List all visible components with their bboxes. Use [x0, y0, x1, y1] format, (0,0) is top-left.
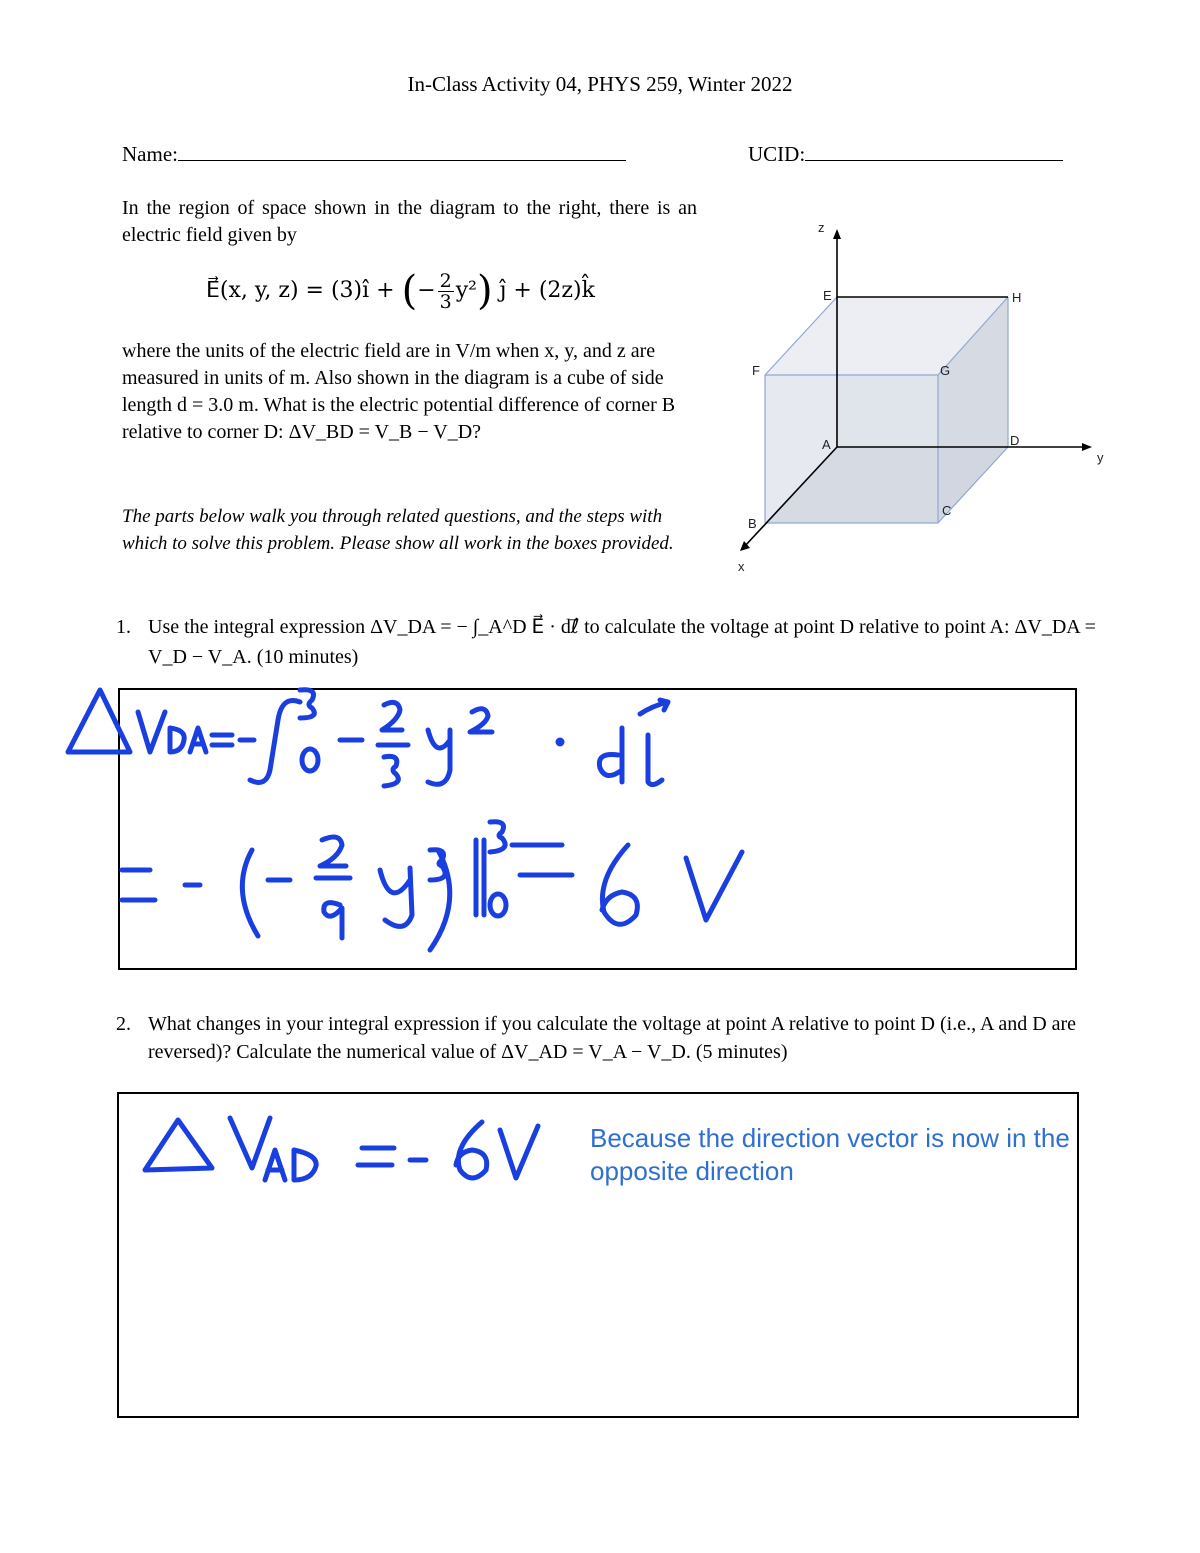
corner-label-f: F — [752, 363, 760, 378]
axis-label-z: z — [818, 220, 825, 235]
question-2-number: 2. — [116, 1013, 131, 1035]
fraction-numerator: 2 — [439, 269, 452, 292]
name-label: Name: — [122, 142, 178, 166]
corner-label-c: C — [942, 503, 952, 518]
problem-description: where the units of the electric field are in V/m when x, y, and z are measured in units of m. Also shown in the diagram is a cube of side length d = 3.0 m. What is the electric potential difference of corner B relative to corner D: ΔV_BD = V_B − V_D? — [122, 340, 676, 443]
corner-label-h: H — [1012, 290, 1022, 305]
instructions-note: The parts below walk you through related questions, and the steps with which to solve this problem. Please show all work in the boxes provided. — [122, 506, 674, 554]
equation-paren-open: ( — [401, 268, 418, 314]
corner-label-b: B — [748, 516, 757, 531]
page-title: In-Class Activity 04, PHYS 259, Winter 2022 — [407, 72, 793, 96]
corner-label-e: E — [823, 288, 832, 303]
equation-paren-close: ) — [476, 268, 493, 314]
typed-answer-2: Because the direction vector is now in the opposite direction — [590, 1123, 1070, 1186]
corner-label-g: G — [940, 363, 951, 378]
equation-rhs: ĵ + (2z)k̂ — [499, 278, 595, 303]
question-1-text: Use the integral expression ΔV_DA = − ∫_A^D E⃗ · dℓ⃗ to calculate the voltage at point D relative to point A: ΔV_DA = V_D − V_A. (10 minutes) — [148, 616, 1096, 668]
axis-label-x: x — [738, 559, 745, 574]
axis-label-y: y — [1097, 450, 1104, 465]
equation-minus: − — [417, 278, 436, 303]
intro-paragraph: In the region of space shown in the diagram to the right, there is an electric field given by — [122, 197, 697, 246]
equation-lhs: E⃗(x, y, z) = (3)î + — [206, 278, 395, 303]
fraction-denominator: 3 — [439, 290, 452, 313]
corner-label-d: D — [1010, 433, 1020, 448]
ucid-label: UCID: — [748, 142, 806, 166]
question-1-number: 1. — [116, 616, 131, 638]
equation-y-squared: y² — [455, 278, 477, 303]
question-2-text: What changes in your integral expression if you calculate the voltage at point A relative to point D (i.e., A and D are reversed)? Calculate the numerical value of ΔV_AD = V_A − V_D. (5 minutes) — [148, 1013, 1077, 1063]
corner-label-a: A — [822, 437, 831, 452]
